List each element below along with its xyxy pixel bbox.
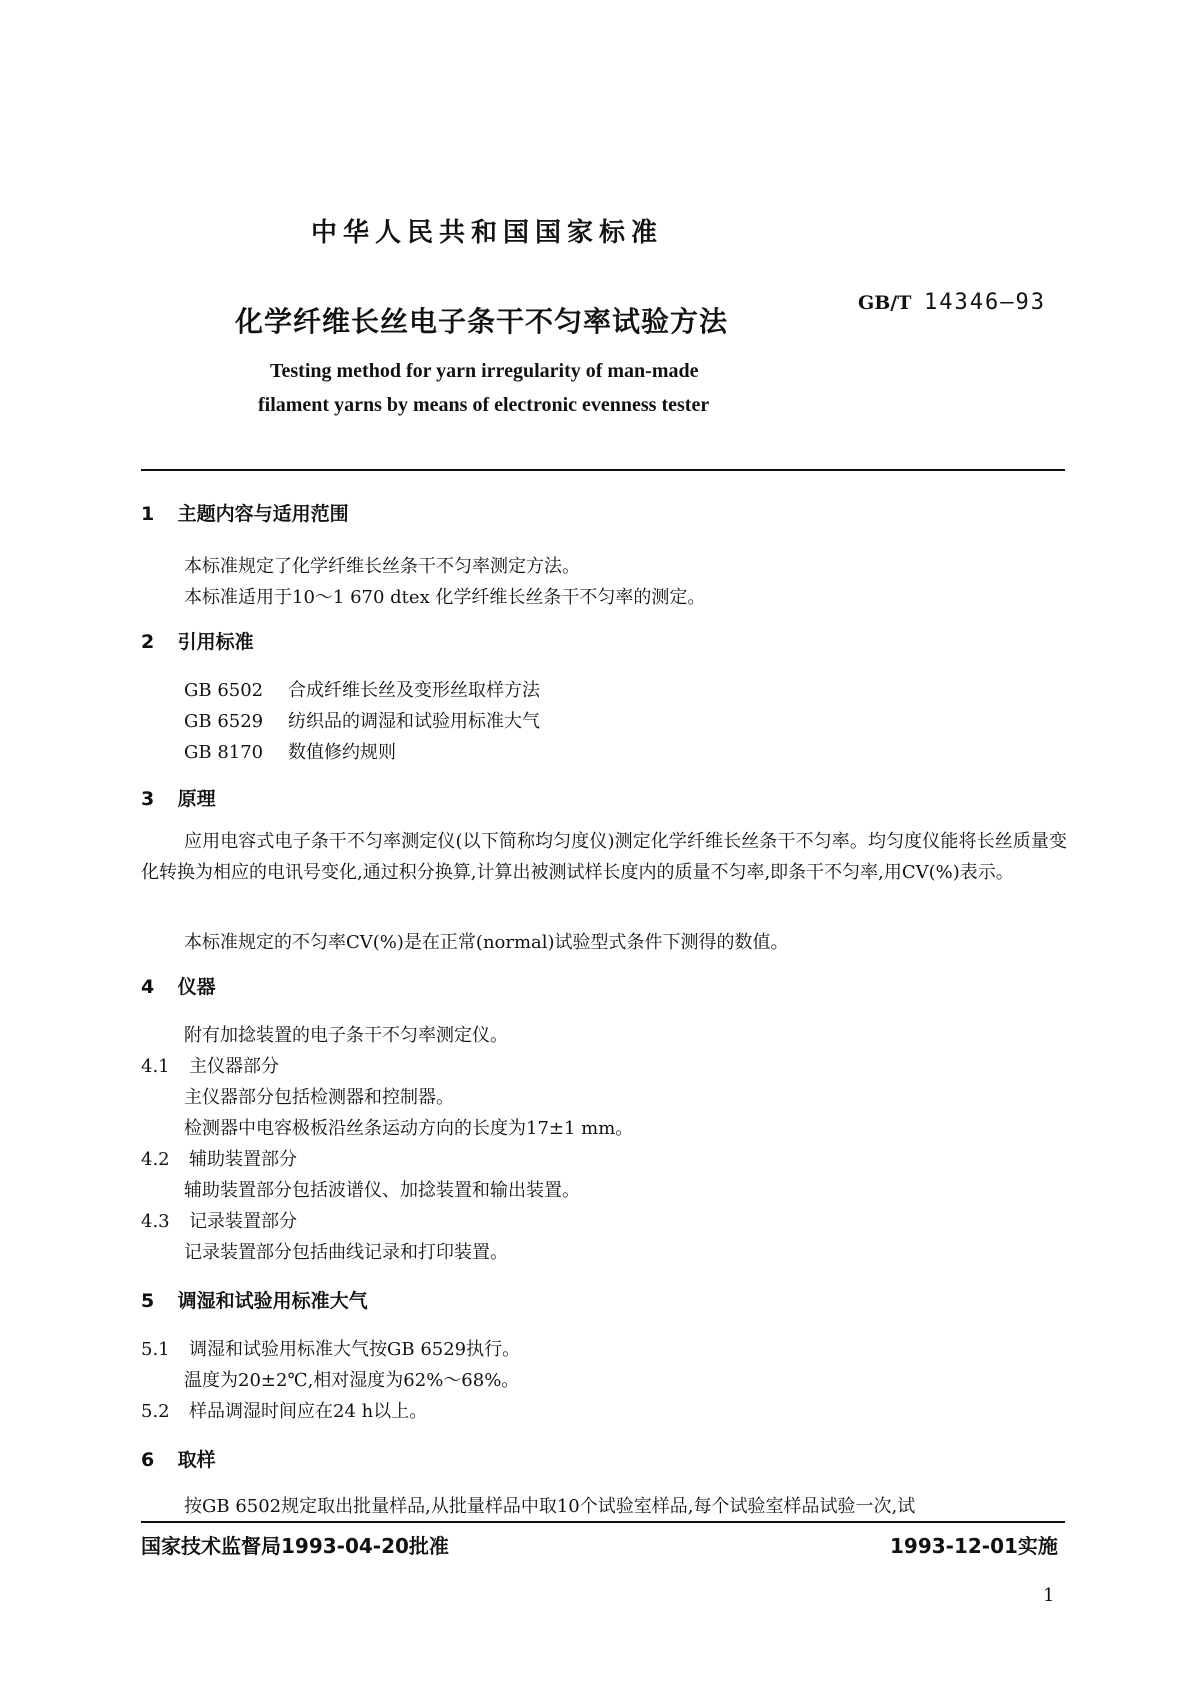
section-title: 主题内容与适用范围 bbox=[177, 503, 349, 525]
subsection-number: 4.1 bbox=[141, 1056, 170, 1077]
standard-title-cn: 化学纤维长丝电子条干不匀率试验方法 bbox=[235, 305, 729, 338]
section-number: 6 bbox=[141, 1449, 155, 1471]
s3-paragraph-2: 本标准规定的不匀率CV(%)是在正常(normal)试验型式条件下测得的数值。 bbox=[184, 932, 789, 953]
subsection-text: 样品调湿时间应在24 h以上。 bbox=[189, 1401, 428, 1422]
reference-code: GB 6529 bbox=[184, 711, 264, 732]
s4-paragraph-1: 附有加捻装置的电子条干不匀率测定仪。 bbox=[184, 1025, 508, 1046]
section-number: 1 bbox=[141, 503, 155, 525]
section-title: 引用标准 bbox=[177, 631, 254, 653]
section-title: 取样 bbox=[177, 1449, 216, 1471]
s1-paragraph-2: 本标准适用于10～1 670 dtex 化学纤维长丝条干不匀率的测定。 bbox=[184, 587, 706, 608]
section-number: 5 bbox=[141, 1290, 155, 1312]
reference-name: 合成纤维长丝及变形丝取样方法 bbox=[288, 680, 540, 701]
reference-name: 纺织品的调湿和试验用标准大气 bbox=[288, 711, 540, 732]
header-rule bbox=[141, 469, 1065, 471]
subsection-4-2-heading bbox=[141, 1145, 297, 1171]
reference-name: 数值修约规则 bbox=[288, 742, 396, 763]
reference-item bbox=[184, 676, 540, 702]
footer-rule bbox=[141, 1521, 1065, 1523]
subsection-5-2 bbox=[141, 1397, 427, 1423]
section-heading-5 bbox=[141, 1286, 368, 1313]
s6-paragraph-1: 按GB 6502规定取出批量样品,从批量样品中取10个试验室样品,每个试验室样品试验一次,试 bbox=[184, 1496, 916, 1517]
approval-line: 国家技术监督局1993-04-20批准 bbox=[141, 1534, 449, 1558]
subsection-5-1 bbox=[141, 1335, 520, 1361]
section-number: 2 bbox=[141, 631, 155, 653]
subsection-4-3-heading bbox=[141, 1207, 297, 1233]
standard-code-prefix: GB/T bbox=[858, 292, 912, 314]
section-heading-2 bbox=[141, 627, 254, 654]
s4-3-paragraph-1: 记录装置部分包括曲线记录和打印装置。 bbox=[184, 1242, 508, 1263]
section-number: 4 bbox=[141, 976, 155, 998]
subsection-title: 主仪器部分 bbox=[189, 1056, 279, 1077]
national-standard-heading: 中华人民共和国国家标准 bbox=[311, 218, 664, 248]
reference-item bbox=[184, 738, 396, 764]
subsection-number: 5.2 bbox=[141, 1401, 170, 1422]
reference-code: GB 8170 bbox=[184, 742, 264, 763]
title-en-line1: Testing method for yarn irregularity of man-made bbox=[270, 360, 699, 382]
subsection-text: 调湿和试验用标准大气按GB 6529执行。 bbox=[189, 1339, 521, 1360]
s5-1-paragraph-2: 温度为20±2℃,相对湿度为62%～68%。 bbox=[184, 1370, 520, 1391]
reference-item bbox=[184, 707, 540, 733]
section-heading-1 bbox=[141, 499, 349, 526]
section-title: 调湿和试验用标准大气 bbox=[177, 1290, 368, 1312]
standard-code-number: 14346—93 bbox=[924, 290, 1046, 315]
section-heading-6 bbox=[141, 1445, 216, 1472]
s3-paragraph-1: 应用电容式电子条干不匀率测定仪(以下简称均匀度仪)测定化学纤维长丝条干不匀率。均匀度仪能将长丝质量变化转换为相应的电讯号变化,通过积分换算,计算出被测试样长度内的质量不匀率,即条干不匀率,用CV(%)表示。 bbox=[141, 831, 1067, 883]
page-number: 1 bbox=[1043, 1585, 1055, 1606]
s1-paragraph-1: 本标准规定了化学纤维长丝条干不匀率测定方法。 bbox=[184, 556, 580, 577]
s4-2-paragraph-1: 辅助装置部分包括波谱仪、加捻装置和输出装置。 bbox=[184, 1180, 580, 1201]
implementation-date: 1993-12-01实施 bbox=[890, 1534, 1058, 1558]
section-heading-4 bbox=[141, 972, 216, 999]
s4-1-paragraph-2: 检测器中电容极板沿丝条运动方向的长度为17±1 mm。 bbox=[184, 1118, 634, 1139]
subsection-title: 辅助装置部分 bbox=[189, 1149, 297, 1170]
subsection-title: 记录装置部分 bbox=[189, 1211, 297, 1232]
section-title: 仪器 bbox=[177, 976, 216, 998]
section-heading-3 bbox=[141, 784, 216, 811]
subsection-number: 4.2 bbox=[141, 1149, 170, 1170]
s4-1-paragraph-1: 主仪器部分包括检测器和控制器。 bbox=[184, 1087, 454, 1108]
title-en-line2: filament yarns by means of electronic evenness tester bbox=[258, 394, 710, 416]
reference-code: GB 6502 bbox=[184, 680, 264, 701]
subsection-4-1-heading bbox=[141, 1052, 279, 1078]
subsection-number: 4.3 bbox=[141, 1211, 170, 1232]
subsection-number: 5.1 bbox=[141, 1339, 170, 1360]
section-title: 原理 bbox=[177, 788, 216, 810]
section-number: 3 bbox=[141, 788, 155, 810]
